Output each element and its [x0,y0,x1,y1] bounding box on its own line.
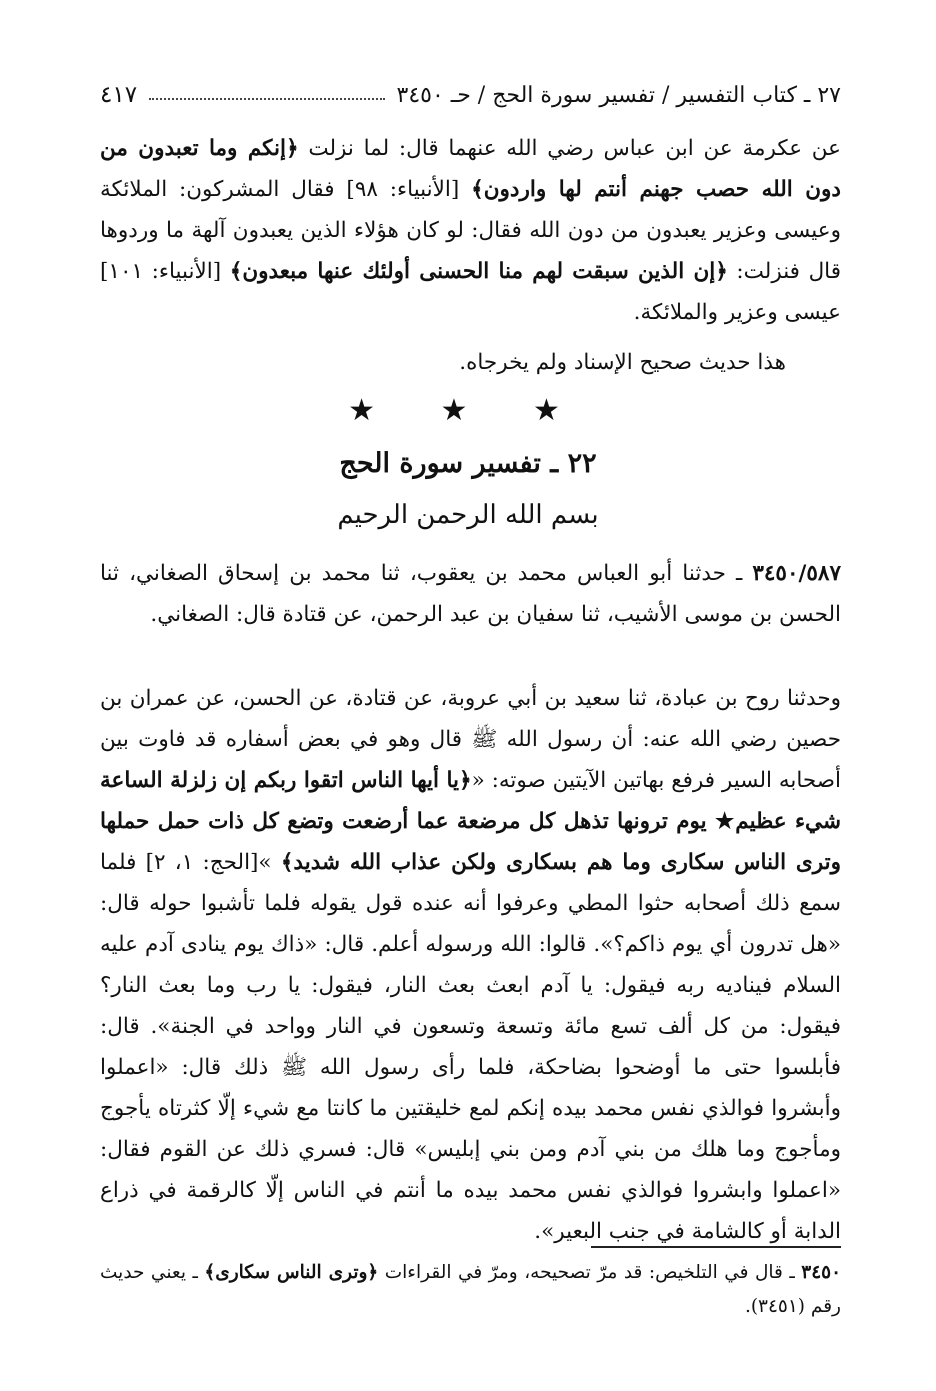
chapter-heading: ٢٢ ـ تفسير سورة الحج [339,448,597,479]
leader-dots [149,98,384,100]
hadith-3450-isnad [100,553,841,635]
basmala: بسم الله الرحمن الرحيم [337,500,599,530]
footnote-text: ـ قال في التلخيص: قد مرّ تصحيحه، ومرّ في القراءات [378,1262,802,1283]
footnote-text: ـ يعني حديث رقم (٣٤٥١). [100,1262,841,1317]
paragraph-text: وحدثنا روح بن عبادة، ثنا سعيد بن أبي عروبة، عن قتادة، عن الحسن، عن عمران بن حصين رضي الله عنه: أن رسول الله ﷺ قال وهو في بعض أسفاره قد فاوت بين أصحابه السير فرفع بهاتين الآيتين صوته: « [100,686,841,793]
hadith-grading: هذا حديث صحيح الإسناد ولم يخرجاه. [459,350,786,375]
running-header [100,78,841,112]
paragraph-text: عن عكرمة عن ابن عباس رضي الله عنهما قال: لما نزلت [298,136,842,161]
page-number: ٤١٧ [100,82,138,108]
paragraph-text: [الأنبياء: ١٠١] عيسى وعزير والملائكة. [100,259,841,325]
paragraph-text: »[الحج: ١، ٢] فلما سمع ذلك أصحابه حثوا المطي وعرفوا أنه عنده قول يقوله فلما تأشبوا حوله قال: «هل تدرون أي يوم ذاكم؟». قالوا: الله ورسوله أعلم. قال: «ذاك يوم ينادى آدم عليه السلام فيناديه ربه فيقول: يا آدم ابعث بعث النار، فيقول: يا رب وما بعث النار؟ فيقول: من كل ألف تسع مائة وتسعة وتسعون في النار وواحد في الجنة». قال: فأبلسوا حتى ما أوضحوا بضاحكة، فلما رأى رسول الله ﷺ ذلك قال: «اعملوا وأبشروا فوالذي نفس محمد بيده إنكم لمع خليقتين ما كانتا مع شيء إلّا كثرتاه يأجوج ومأجوج وما هلك من بني آدم ومن بني إبليس» قال: فسري ذلك عن القوم فقال: «اعملوا وابشروا فوالذي نفس محمد بيده ما أنتم في الناس إلّا كالرقمة في ذراع الدابة أو كالشامة في جنب البعير». [100,850,841,1244]
quran-verse: ﴿إنكم وما تعبدون من دون الله حصب جهنم أنتم لها واردون﴾ [100,136,841,202]
footnote-separator [591,1246,841,1248]
quran-verse: ﴿يا أيها الناس اتقوا ربكم إن زلزلة الساعة شيء عظيم★ يوم ترونها تذهل كل مرضعة عما أرضعت وتضع كل ذات حمل حملها وترى الناس سكارى وما هم بسكارى ولكن عذاب الله شديد﴾ [100,768,841,875]
hadith-3450-body [100,678,841,1252]
quran-verse: ﴿إن الذين سبقت لهم منا الحسنى أولئك عنها مبعدون﴾ [229,259,728,284]
paragraph-ikrima [100,128,841,333]
footnote-number: ٣٤٥٠ [801,1262,842,1283]
section-divider-stars: ★ ★ ★ [348,393,588,428]
paragraph-text: ـ حدثنا أبو العباس محمد بن يعقوب، ثنا محمد بن إسحاق الصغاني، ثنا الحسن بن موسى الأشيب، ثنا سفيان بن عبد الرحمن، عن قتادة قال: الصغاني. [100,561,841,627]
quran-verse: ﴿وترى الناس سكارى﴾ [204,1262,379,1283]
running-header-title: ٢٧ ـ كتاب التفسير / تفسير سورة الحج / حـ ٣٤٥٠ [396,82,841,108]
footnote [100,1256,841,1324]
hadith-number: ٣٤٥٠/٥٨٧ [752,561,841,586]
paragraph-text: [الأنبياء: ٩٨] فقال المشركون: الملائكة وعيسى وعزير يعبدون من دون الله فقال: لو كان هؤلاء الذين يعبدون آلهة ما وردوها قال فنزلت: [100,177,842,284]
